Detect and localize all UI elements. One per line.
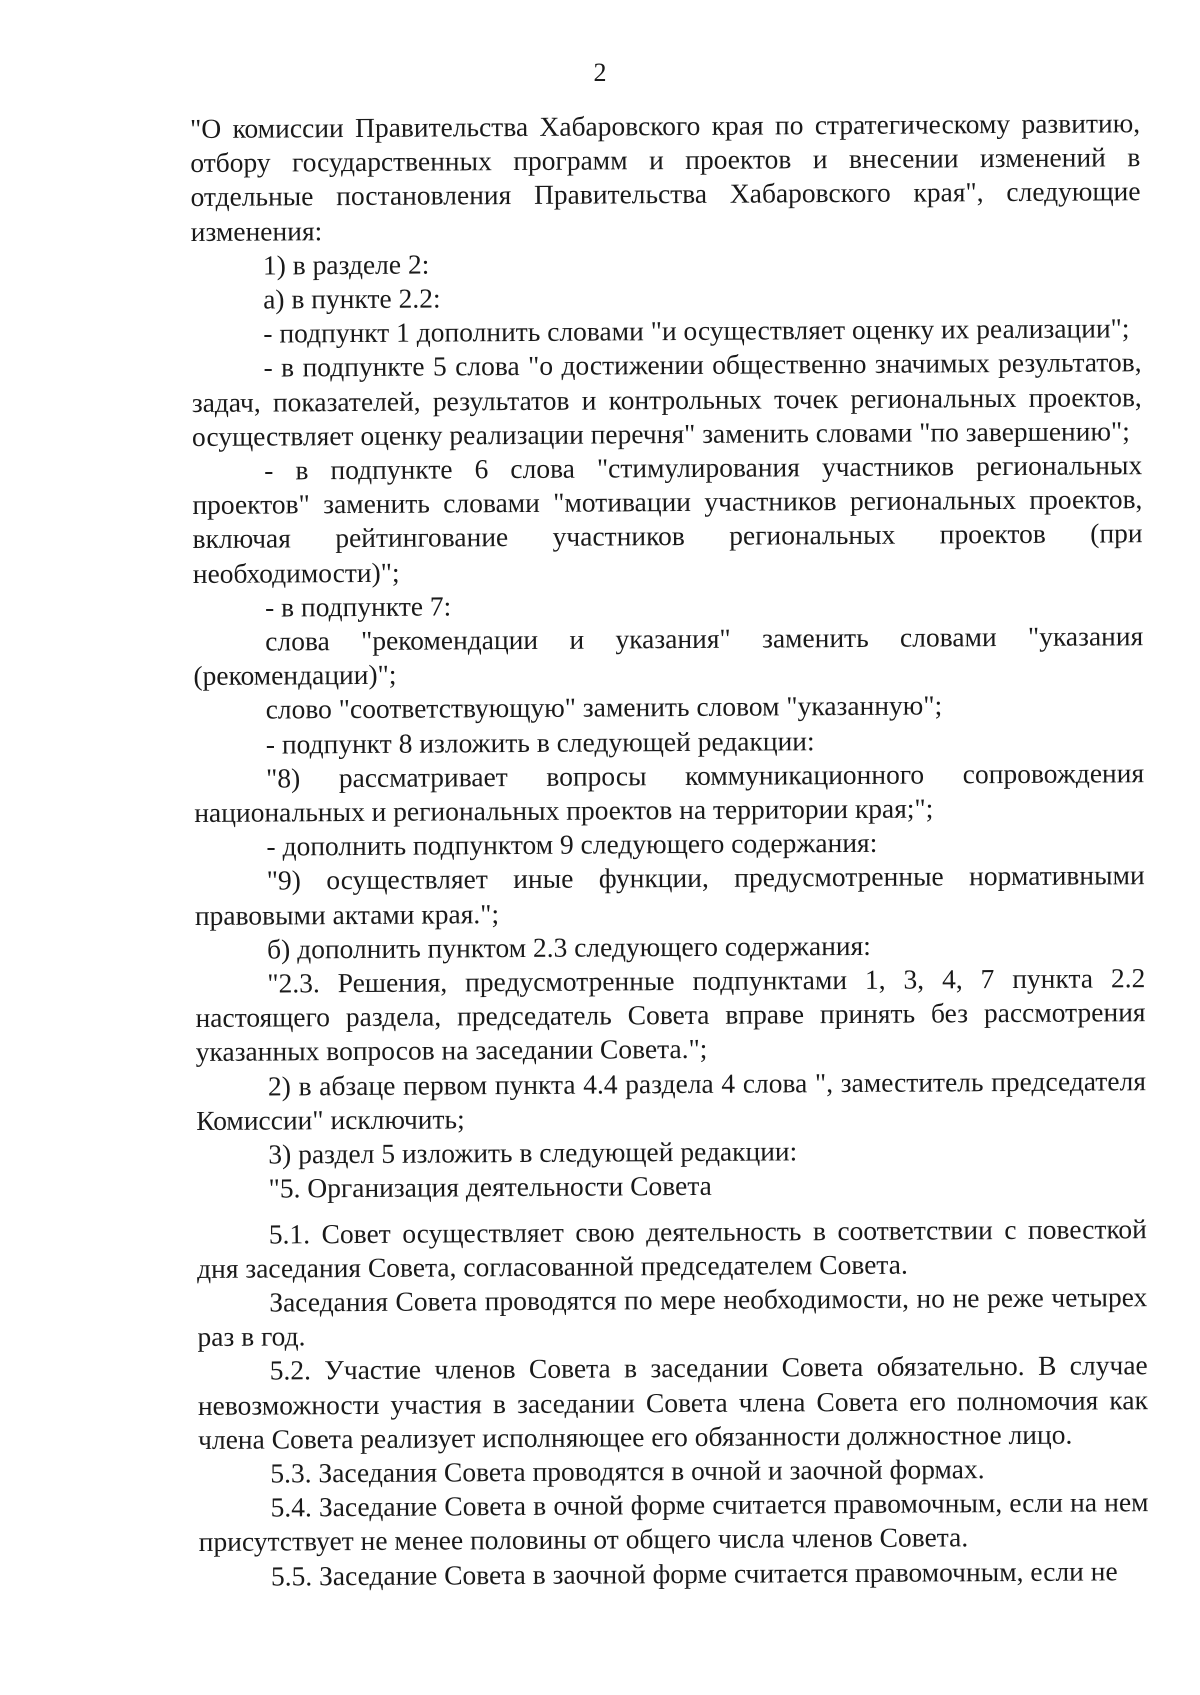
paragraph-item-b: б) дополнить пунктом 2.3 следующего содержания: [267,929,871,965]
paragraph-meetings-frequency: Заседания Совета проводятся по мере необходимости, но не реже четырех раз в год. [197,1281,1148,1353]
paragraph-item-2: 2) в абзаце первом пункта 4.4 раздела 4 слова ", заместитель председателя Комиссии" исключить; [196,1064,1147,1136]
paragraph-subitem-7: - в подпункте 7: [264,590,452,623]
paragraph-point-5-5: 5.5. Заседание Совета в заочной форме считается правомочным, если не [270,1554,1118,1592]
paragraph-item-1: 1) в разделе 2: [262,248,430,281]
paragraph-subitem-8: - подпункт 8 изложить в следующей редакции: [265,724,815,760]
paragraph-resolution-title: "О комиссии Правительства Хабаровского края по стратегическому развитию, отбору государственных программ и проектов и внесении изменений в отдельные постановления Правительства Хабаровского края", следующие изменения: [190,107,1141,247]
paragraph-subitem-6: - в подпункте 6 слова "стимулирования участников региональных проектов" заменить словами "мотивации участников региональных проектов, включая рейтингование участников региональных проектов (при необходимости)"; [192,449,1143,589]
paragraph-point-5-1: 5.1. Совет осуществляет свою деятельность в соответствии с повесткой дня заседания Совета, согласованной председателем Совета. [196,1212,1147,1284]
paragraph-subitem-7-word: слово "соответствующую" заменить словом "указанную"; [265,689,943,726]
paragraph-subitem-8-text: "8) рассматривает вопросы коммуникационного сопровождения национальных и региональных проектов на территории края;"; [194,757,1145,829]
paragraph-subitem-7-words: слова "рекомендации и указания" заменить словами "указания (рекомендации)"; [193,620,1144,692]
paragraph-item-a: а) в пункте 2.2: [263,282,441,315]
paragraph-item-3: 3) раздел 5 изложить в следующей редакции: [268,1135,798,1170]
paragraph-subitem-9: - дополнить подпунктом 9 следующего содержания: [266,827,878,862]
paragraph-subitem-1: - подпункт 1 дополнить словами "и осуществляет оценку их реализации"; [263,312,1130,349]
section-heading-5: "5. Организация деятельности Совета [268,1170,712,1204]
paragraph-point-2-3: "2.3. Решения, предусмотренные подпунктами 1, 3, 4, 7 пункта 2.2 настоящего раздела, председатель Совета вправе принять без рассмотрения указанных вопросов на заседании Совета."; [195,962,1146,1068]
paragraph-point-5-3: 5.3. Заседания Совета проводятся в очной и заочной формах. [270,1453,985,1489]
paragraph-subitem-9-text: "9) осуществляет иные функции, предусмотренные нормативными правовыми актами края."; [194,859,1145,931]
paragraph-subitem-5: - в подпункте 5 слова "о достижении общественно значимых результатов, задач, показателей, результатов и контрольных точек региональных проектов, осуществляет оценку реализации перечня" заменить словами "по завершению"; [191,346,1142,452]
page-number: 2 [593,58,607,87]
paragraph-point-5-4: 5.4. Заседание Совета в очной форме считается правомочным, если на нем присутствует не менее половины от общего числа членов Совета. [198,1486,1149,1558]
paragraph-point-5-2: 5.2. Участие членов Совета в заседании Совета обязательно. В случае невозможности участия в заседании Совета члена Совета его полномочия как члена Совета реализует исполняющее его обязанности должностное лицо. [197,1349,1148,1455]
document-body [190,106,1149,1594]
